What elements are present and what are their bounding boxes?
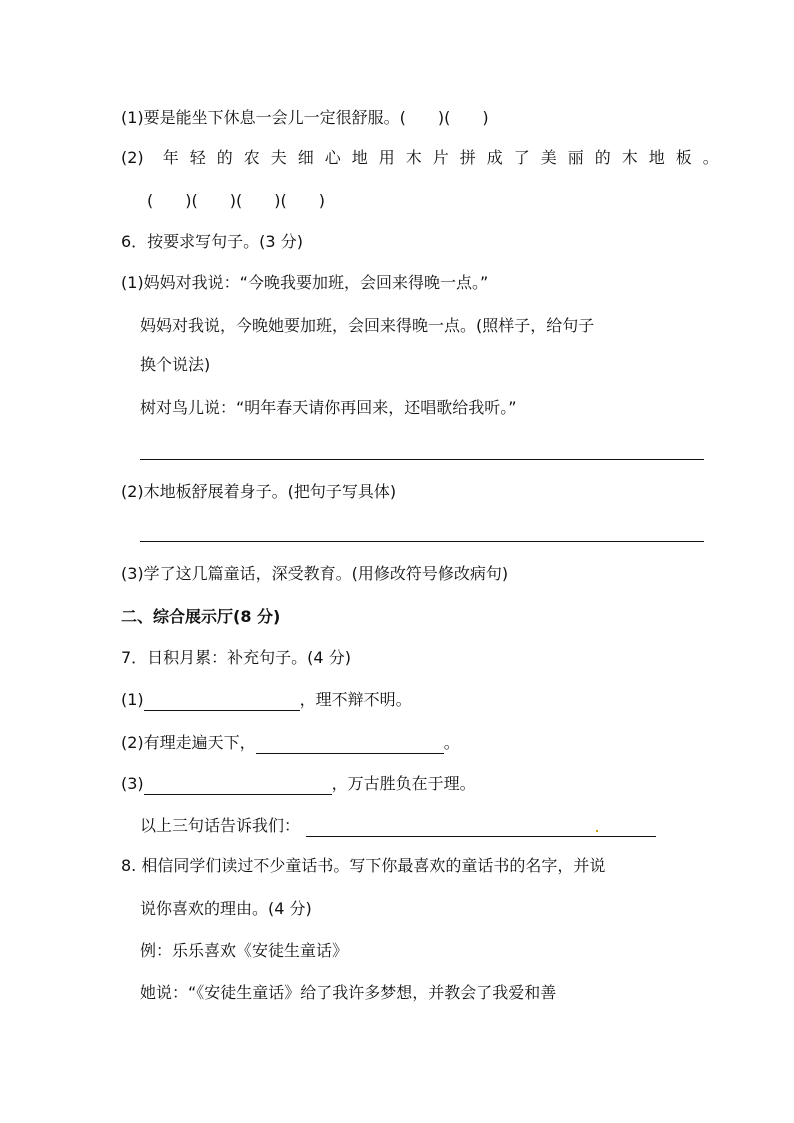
sentence-text: 妈妈对我说：“今晚我要加班，会回来得晚一点。” [143, 273, 489, 292]
example-text: 例：乐乐喜欢《安徒生童话》 [140, 941, 349, 960]
fill-in-blank[interactable] [144, 776, 332, 795]
fill-in-blank[interactable] [256, 735, 444, 754]
question-7-title: 7．日积月累：补充句子。(4 分) [121, 648, 351, 667]
q6-item2 [121, 481, 396, 503]
q5-item2 [121, 147, 730, 169]
q7-item1 [121, 689, 412, 711]
fill-in-blank[interactable] [306, 818, 656, 837]
item-number: (2) [121, 482, 144, 501]
item-number: (1) [121, 273, 144, 292]
example-sentence-line2: 换个说法) [140, 355, 211, 374]
conclusion-text: 以上三句话告诉我们： [140, 816, 301, 835]
sentence-text: ，理不辩不明。 [299, 690, 412, 709]
q6-item1 [121, 272, 488, 294]
stray-mark [596, 830, 598, 832]
sentence-text: 年轻的农夫细心地用木片拼成了美丽的木地板。 [162, 148, 730, 167]
q5-item1 [121, 107, 489, 129]
item-number: (1) [121, 690, 144, 709]
answer-line[interactable] [140, 541, 704, 542]
answer-line[interactable] [140, 459, 704, 460]
item-number: (1) [121, 108, 144, 127]
item-number: (3) [121, 564, 144, 583]
quote-text: 她说：“《安徒生童话》给了我许多梦想，并教会了我爱和善 [140, 983, 557, 1002]
sentence-text: 学了这几篇童话，深受教育。(用修改符号修改病句) [143, 564, 509, 583]
sentence-text: 要是能坐下休息一会儿一定很舒服。( )( ) [143, 108, 489, 127]
q7-item3 [121, 773, 476, 795]
item-number: (2) [121, 148, 144, 167]
q6-item3 [121, 563, 508, 585]
q7-conclusion [140, 815, 656, 837]
sentence-text: ，万古胜负在于理。 [331, 774, 476, 793]
sentence-end: 。 [443, 733, 460, 752]
q7-item2 [121, 732, 460, 754]
sentence-text: 木地板舒展着身子。(把句子写具体) [143, 482, 397, 501]
question-8-line1: 8. 相信同学们读过不少童话书。写下你最喜欢的童话书的名字，并说 [121, 856, 606, 875]
task-sentence: 树对鸟儿说：“明年春天请你再回来，还唱歌给我听。” [140, 398, 517, 417]
example-sentence-line1: 妈妈对我说，今晚她要加班，会回来得晚一点。(照样子，给句子 [140, 316, 595, 335]
answer-brackets: ( )( )( )( ) [147, 191, 325, 210]
section-heading: 二、综合展示厅(8 分) [121, 607, 281, 626]
item-number: (2) [121, 733, 144, 752]
item-number: (3) [121, 774, 144, 793]
sentence-text: 有理走遍天下， [143, 733, 256, 752]
question-6-title: 6．按要求写句子。(3 分) [121, 232, 303, 251]
question-8-line2: 说你喜欢的理由。(4 分) [140, 899, 312, 918]
fill-in-blank[interactable] [144, 692, 300, 711]
